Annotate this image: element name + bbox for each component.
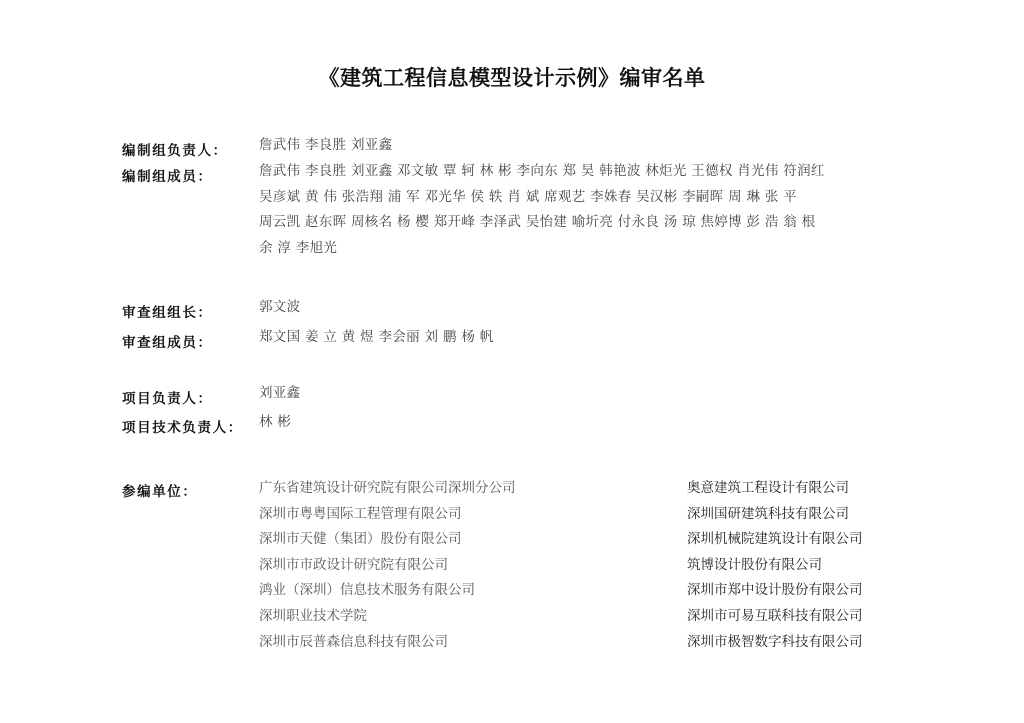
- review-lead-label: 审查组组长：: [122, 305, 213, 321]
- compile-lead-label: 编制组负责人：: [122, 143, 228, 159]
- unit-item: 深圳市市政设计研究院有限公司: [259, 556, 448, 573]
- compile-lead-names: [259, 133, 929, 159]
- tech-lead-line: 林 彬: [259, 414, 292, 430]
- compile-lead-line: 詹武伟 李良胜 刘亚鑫: [259, 137, 393, 153]
- unit-item: 深圳机械院建筑设计有限公司: [687, 531, 863, 548]
- review-lead-names: [259, 295, 929, 321]
- unit-item: 深圳市可易互联科技有限公司: [687, 607, 863, 624]
- compile-members-names: [259, 159, 929, 261]
- tech-lead-names: [259, 410, 929, 436]
- review-members-names: [259, 325, 929, 351]
- unit-item: 深圳市极智数字科技有限公司: [687, 633, 863, 650]
- project-lead-label: 项目负责人：: [122, 391, 213, 407]
- unit-item: 筑博设计股份有限公司: [687, 556, 822, 573]
- compile-members-line: 余 淳 李旭光: [259, 239, 338, 256]
- participating-units-left-column: [259, 476, 516, 655]
- unit-item: 深圳职业技术学院: [259, 607, 367, 624]
- unit-item: 奥意建筑工程设计有限公司: [687, 480, 849, 496]
- participating-units-right-column: [687, 476, 863, 655]
- project-lead-line: 刘亚鑫: [259, 385, 301, 401]
- review-lead-line: 郭文波: [259, 299, 301, 315]
- unit-item: 鸿业（深圳）信息技术服务有限公司: [259, 582, 475, 599]
- unit-item: 深圳国研建筑科技有限公司: [687, 505, 849, 522]
- unit-item: 广东省建筑设计研究院有限公司深圳分公司: [259, 480, 516, 496]
- project-lead-names: [259, 381, 929, 407]
- unit-item: 深圳市天健（集团）股份有限公司: [259, 531, 462, 548]
- review-members-line: 郑文国 姜 立 黄 煜 李会丽 刘 鹏 杨 帆: [259, 329, 494, 345]
- tech-lead-label: 项目技术负责人：: [122, 420, 243, 436]
- unit-item: 深圳市粤粤国际工程管理有限公司: [259, 505, 462, 522]
- compile-members-label: 编制组成员：: [122, 169, 213, 185]
- participating-units-label: 参编单位：: [122, 484, 198, 500]
- unit-item: 深圳市郑中设计股份有限公司: [687, 582, 863, 599]
- compile-members-line: 詹武伟 李良胜 刘亚鑫 邓文敏 覃 轲 林 彬 李向东 郑 昊 韩艳波 林炬光 王德权 肖光伟 符润红: [259, 163, 825, 179]
- page-title: 《建筑工程信息模型设计示例》编审名单: [318, 66, 706, 90]
- compile-members-line: 周云凯 赵东晖 周核名 杨 樱 郑开峰 李泽武 吴怡建 喻圻亮 付永良 汤 琼 焦婷博 彭 浩 翁 根: [259, 214, 816, 230]
- unit-item: 深圳市辰普森信息科技有限公司: [259, 633, 448, 650]
- compile-members-line: 吴彦斌 黄 伟 张浩翔 浦 军 邓光华 侯 轶 肖 斌 席观艺 李姝春 吴汉彬 李嗣晖 周 琳 张 平: [259, 188, 798, 205]
- review-members-label: 审查组成员：: [122, 335, 213, 351]
